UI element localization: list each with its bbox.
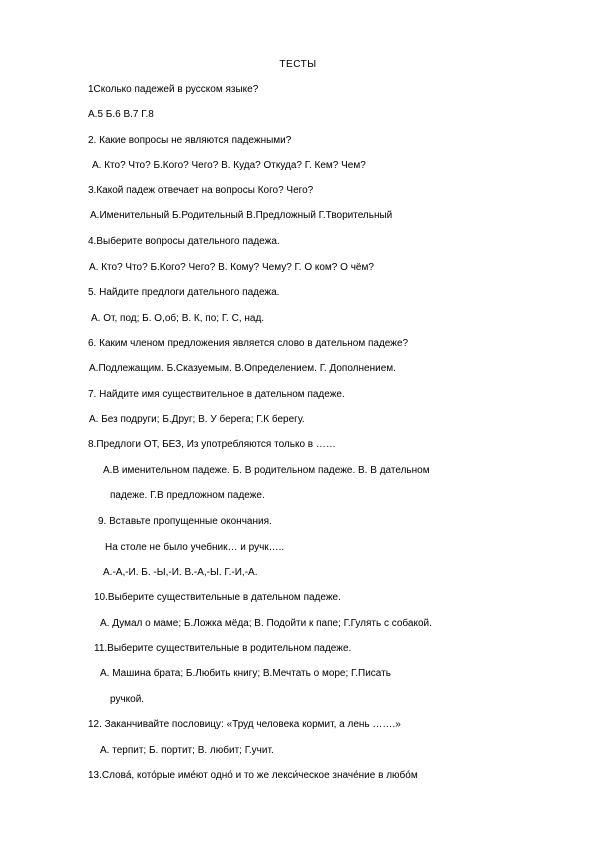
- answers-11-cont: ручкой.: [110, 694, 145, 705]
- answers-9: А.-А,-И. Б. -Ы,-И. В.-А,-Ы. Г.-И,-А.: [103, 567, 258, 578]
- answers-10: А. Думал о маме; Б.Ложка мёда; В. Подойти к папе; Г.Гулять с собакой.: [100, 618, 432, 629]
- question-5: 5. Найдите предлоги дательного падежа.: [88, 287, 280, 298]
- question-2: 2. Какие вопросы не являются падежными?: [88, 135, 292, 146]
- question-12: 12. Заканчивайте пословицу: «Труд человека кормит, а лень …….»: [88, 719, 401, 730]
- answers-12: А. терпит; Б. портит; В. любит; Г.учит.: [100, 745, 274, 756]
- answers-2: А. Кто? Что? Б.Кого? Чего? В. Куда? Откуда? Г. Кем? Чем?: [92, 160, 366, 171]
- question-8: 8.Предлоги ОТ, БЕЗ, Из употребляются только в ……: [88, 439, 336, 450]
- question-3: 3.Какой падеж отвечает на вопросы Кого? Чего?: [88, 185, 314, 196]
- answers-4: А. Кто? Что? Б.Кого? Чего? В. Кому? Чему? Г. О ком? О чём?: [89, 262, 374, 273]
- answers-1: А.5 Б.6 В.7 Г.8: [88, 109, 154, 120]
- answers-7: А. Без подруги; Б.Друг; В. У берега; Г.К берегу.: [89, 414, 305, 425]
- answers-8: А.В именительном падеже. Б. В родительном падеже. В. В дательном: [103, 465, 430, 476]
- question-7: 7. Найдите имя существительное в дательном падеже.: [88, 389, 345, 400]
- answers-3: А.Именительный Б.Родительный В.Предложный Г.Творительный: [90, 210, 393, 221]
- question-9-sentence: На столе не было учебник… и ручк…..: [105, 542, 285, 553]
- page-title: ТЕСТЫ: [279, 59, 317, 70]
- question-9: 9. Вставьте пропущенные окончания.: [98, 516, 272, 527]
- question-4: 4.Выберите вопросы дательного падежа.: [88, 236, 280, 247]
- question-13: 13.Слова́, кото́рые име́ют одно́ и то же лекси́ческое значе́ние в любо́м: [88, 770, 418, 781]
- answers-11: А. Машина брата; Б.Любить книгу; В.Мечтать о море; Г.Писать: [100, 668, 391, 679]
- question-6: 6. Каким членом предложения является слово в дательном падеже?: [88, 338, 409, 349]
- question-11: 11.Выберите существительные в родительном падеже.: [94, 643, 352, 654]
- answers-5: А. От, под; Б. О,об; В. К, по; Г. С, над.: [91, 313, 265, 324]
- answers-6: А.Подлежащим. Б.Сказуемым. В.Определением. Г. Дополнением.: [89, 363, 396, 374]
- question-10: 10.Выберите существительные в дательном падеже.: [94, 592, 341, 603]
- answers-8-cont: падеже. Г.В предложном падеже.: [110, 490, 265, 501]
- question-1: 1Сколько падежей в русском языке?: [88, 84, 259, 95]
